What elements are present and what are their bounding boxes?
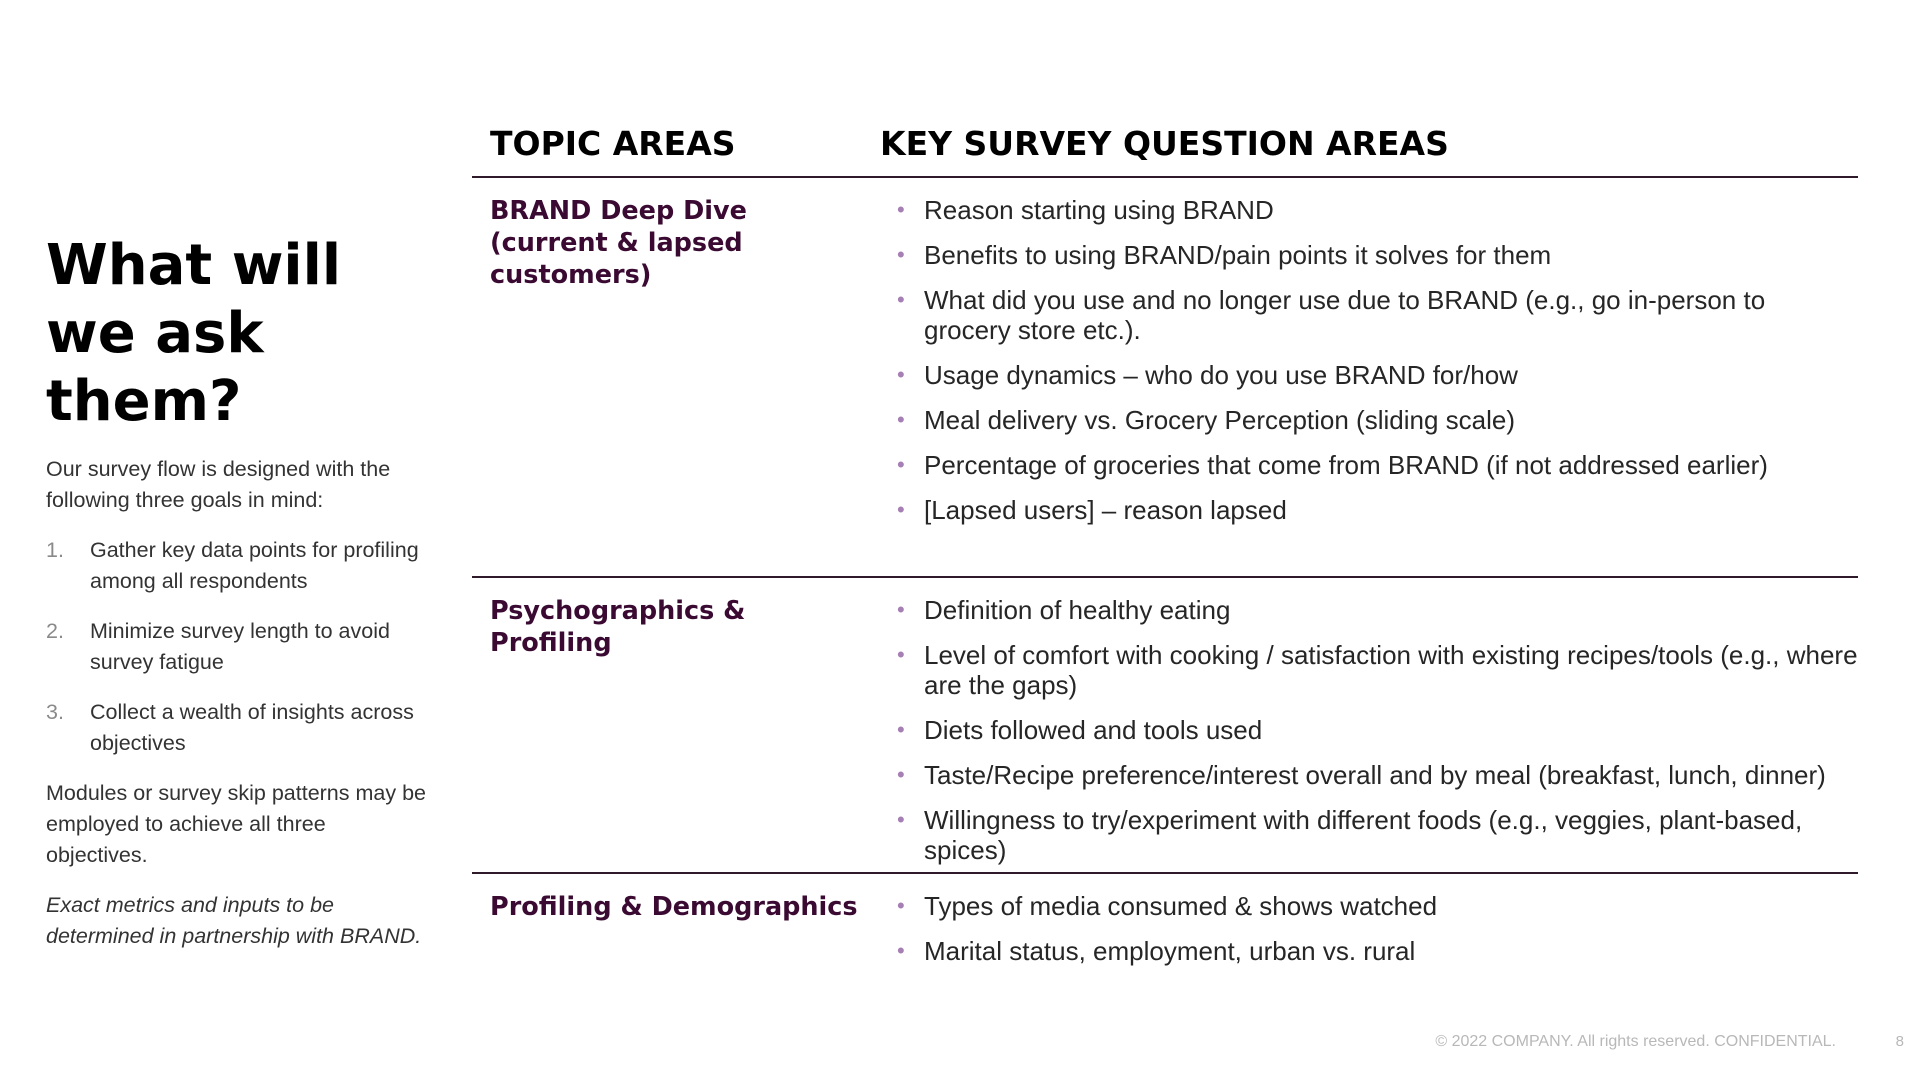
section-divider — [472, 576, 1858, 578]
question-item: • Benefits to using BRAND/pain points it solves for them — [897, 240, 1552, 270]
topic-label: Psychographics & Profiling — [490, 596, 746, 658]
bullet-icon: • — [897, 717, 905, 742]
bullet-icon: • — [897, 452, 905, 477]
question-item: • Willingness to try/experiment with different foods (e.g., veggies, plant-based, spices) — [897, 805, 1803, 865]
page-number: 8 — [1895, 1033, 1904, 1050]
question-areas-header: KEY SURVEY QUESTION AREAS — [880, 124, 1449, 163]
question-item: • Marital status, employment, urban vs. rural — [897, 936, 1416, 966]
question-list — [890, 195, 1858, 540]
goal-number: 2. — [46, 619, 64, 643]
question-item: • [Lapsed users] – reason lapsed — [897, 495, 1287, 525]
bullet-icon: • — [897, 197, 905, 222]
bullet-icon: • — [897, 642, 905, 667]
survey-goals-panel — [46, 454, 426, 971]
bullet-icon: • — [897, 893, 905, 918]
bullet-icon: • — [897, 362, 905, 387]
bullet-icon: • — [897, 407, 905, 432]
question-item: • Definition of healthy eating — [897, 595, 1231, 625]
section-divider — [472, 872, 1858, 874]
intro-text: Our survey flow is designed with the following three goals in mind: — [46, 457, 391, 512]
question-item: • Meal delivery vs. Grocery Perception (sliding scale) — [897, 405, 1515, 435]
page-title: What will we ask them? — [46, 233, 342, 434]
bullet-icon: • — [897, 597, 905, 622]
goal-number: 1. — [46, 538, 64, 562]
bullet-icon: • — [897, 287, 905, 312]
question-item: • Types of media consumed & shows watched — [897, 891, 1438, 921]
bullet-icon: • — [897, 242, 905, 267]
goals-list — [46, 535, 426, 759]
goal-text: Collect a wealth of insights across objectives — [90, 700, 414, 755]
goal-item — [46, 535, 426, 597]
question-item: • Taste/Recipe preference/interest overall and by meal (breakfast, lunch, dinner) — [897, 760, 1826, 790]
bullet-icon: • — [897, 762, 905, 787]
bullet-icon: • — [897, 938, 905, 963]
bullet-icon: • — [897, 807, 905, 832]
topic-label: BRAND Deep Dive (current & lapsed customers) — [490, 196, 747, 290]
bullet-icon: • — [897, 497, 905, 522]
modules-note: Modules or survey skip patterns may be employed to achieve all three objectives. — [46, 781, 426, 867]
topic-areas-header: TOPIC AREAS — [490, 124, 736, 163]
question-list — [890, 891, 1858, 981]
question-list — [890, 595, 1858, 880]
topic-label: Profiling & Demographics — [490, 892, 858, 922]
copyright-footer: © 2022 COMPANY. All rights reserved. CONFIDENTIAL. — [1435, 1033, 1836, 1050]
question-item: • Diets followed and tools used — [897, 715, 1263, 745]
question-item: • Usage dynamics – who do you use BRAND for/how — [897, 360, 1518, 390]
question-item: • What did you use and no longer use due to BRAND (e.g., go in-person to grocery store etc.). — [897, 285, 1766, 345]
goal-item — [46, 697, 426, 759]
goal-text: Gather key data points for profiling among all respondents — [90, 538, 419, 593]
goal-text: Minimize survey length to avoid survey fatigue — [90, 619, 390, 674]
metrics-note: Exact metrics and inputs to be determined in partnership with BRAND. — [46, 893, 422, 948]
goal-item — [46, 616, 426, 678]
header-divider — [472, 176, 1858, 178]
question-item: • Level of comfort with cooking / satisfaction with existing recipes/tools (e.g., where are the gaps) — [897, 640, 1858, 700]
goal-number: 3. — [46, 700, 64, 724]
question-item: • Reason starting using BRAND — [897, 195, 1274, 225]
question-item: • Percentage of groceries that come from BRAND (if not addressed earlier) — [897, 450, 1768, 480]
